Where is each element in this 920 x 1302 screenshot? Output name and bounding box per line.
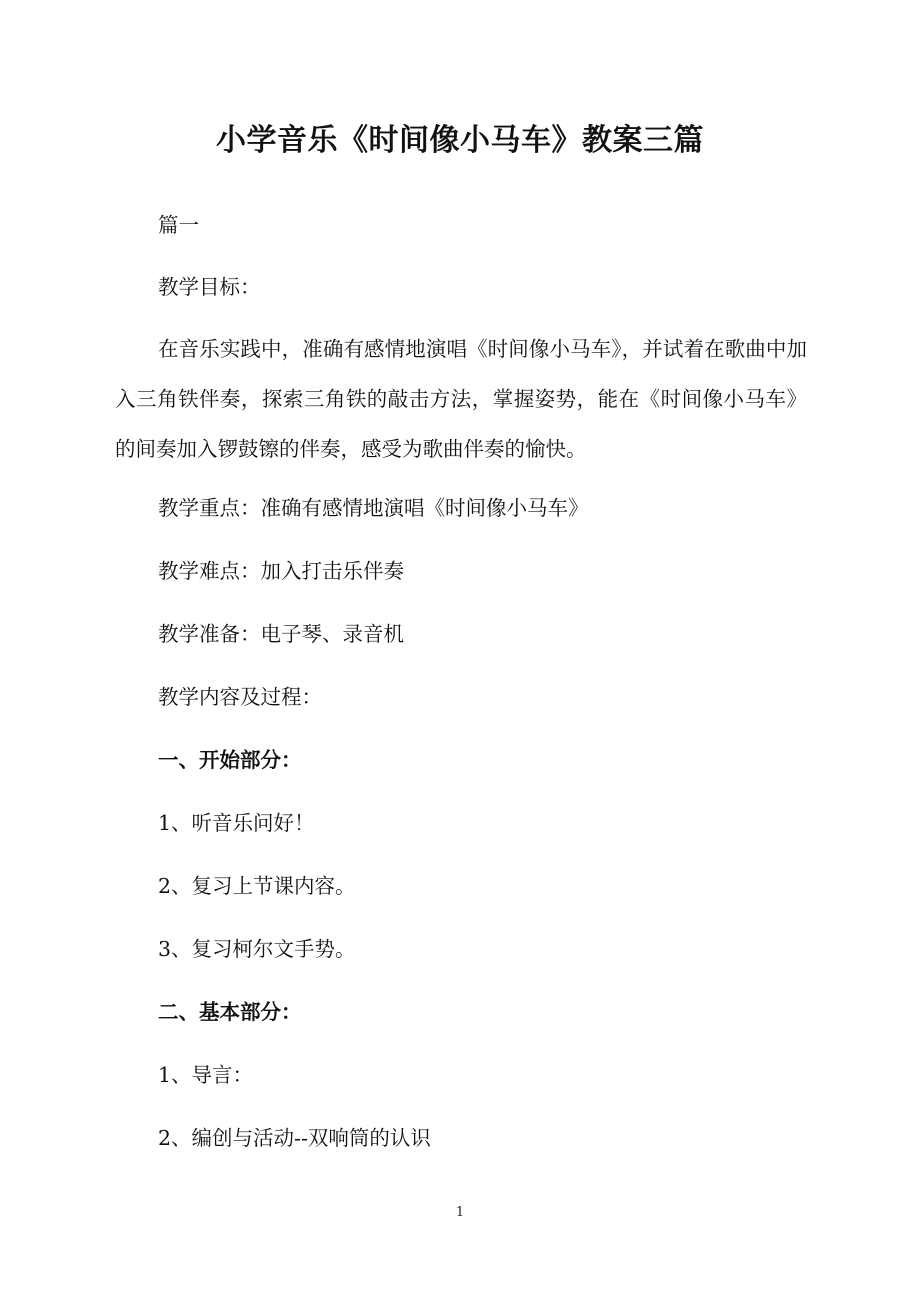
list-item: 3、复习柯尔文手势。: [158, 937, 356, 961]
list-item: 1、听音乐问好！: [158, 811, 315, 835]
teaching-difficulty: 教学难点：加入打击乐伴奏: [158, 559, 404, 583]
teaching-process-heading: 教学内容及过程：: [158, 685, 322, 709]
teaching-goal-text: 在音乐实践中，准确有感情地演唱《时间像小马车》，并试着在歌曲中加入三角铁伴奏，探索三角铁的敲击方法，掌握姿势，能在《时间像小马车》的间奏加入锣鼓镲的伴奏，感受为歌曲伴奏的愉快。: [115, 337, 807, 461]
teaching-goal-heading: 教学目标：: [158, 275, 261, 299]
document-title: 小学音乐《时间像小马车》教案三篇: [216, 123, 704, 158]
section-label: 篇一: [158, 213, 199, 237]
list-item: 2、编创与活动--双响筒的认识: [158, 1126, 431, 1150]
teaching-key-point: 教学重点：准确有感情地演唱《时间像小马车》: [158, 496, 589, 520]
list-item: 1、导言：: [158, 1063, 254, 1087]
teaching-preparation: 教学准备：电子琴、录音机: [158, 622, 404, 646]
list-item: 2、复习上节课内容。: [158, 874, 356, 898]
section-heading-basic: 二、基本部分：: [158, 1000, 302, 1024]
page-number: 1: [455, 1205, 465, 1220]
section-heading-start: 一、开始部分：: [158, 748, 302, 772]
